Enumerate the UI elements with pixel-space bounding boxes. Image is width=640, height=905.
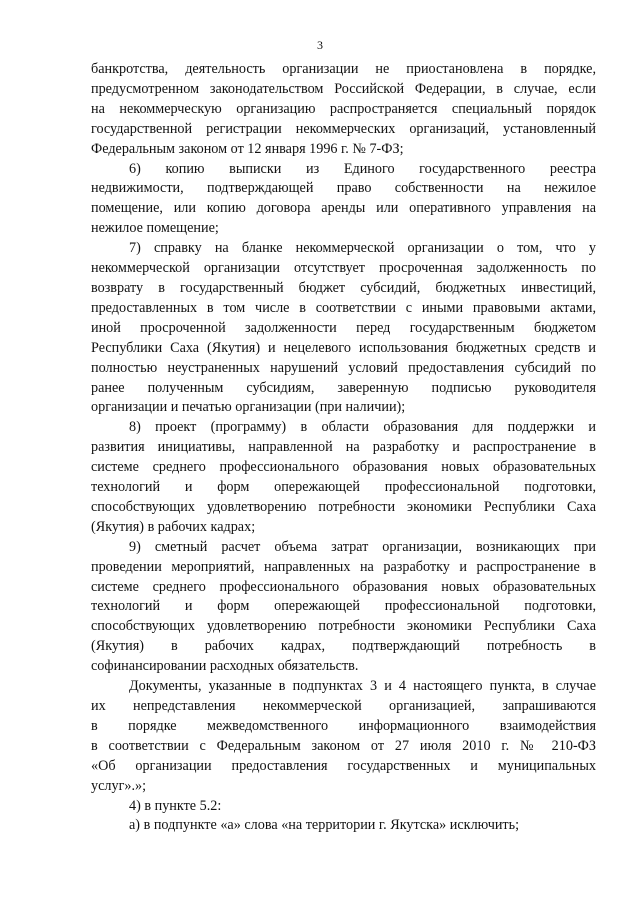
text-line: услуг».»; (91, 777, 147, 794)
page-number: 3 (317, 38, 323, 52)
text-line: иной просроченной задолженности перед государственным бюджетом (91, 319, 596, 336)
text-line: а) в подпункте «а» слова «на территории г. Якутска» исключить; (129, 817, 520, 834)
text-line: 9) сметный расчет объема затрат организации, возникающих при (129, 538, 596, 555)
text-line: полностью неустраненных нарушений условий предоставления субсидий по (91, 359, 596, 376)
text-line: 4) в пункте 5.2: (129, 797, 222, 814)
text-line: банкротства, деятельность организации не приостановлена в порядке, (91, 61, 596, 77)
text-line: развития инициативы, направленной на разработку и распространение в (91, 439, 596, 456)
text-line: системе среднего профессионального образования новых образовательных (91, 578, 596, 595)
text-line: (Якутия) в рабочих кадрах; (91, 518, 256, 535)
text-line: Республики Саха (Якутия) и нецелевого использования бюджетных средств и (91, 339, 596, 356)
text-line: ранее полученным субсидиям, заверенную подписью руководителя (91, 379, 596, 396)
text-line: Документы, указанные в подпунктах 3 и 4 настоящего пункта, в случае (129, 678, 596, 695)
text-line: в соответствии с Федеральным законом от 27 июля 2010 г. № 210-ФЗ (91, 737, 596, 754)
text-line: Федеральным законом от 12 января 1996 г. № 7-ФЗ; (91, 140, 404, 157)
text-line: помещение, или копию договора аренды или оперативного управления на (91, 200, 596, 217)
text-line: способствующих удовлетворению потребности экономики Республики Саха (91, 618, 596, 635)
text-line: их непредставления некоммерческой организацией, запрашиваются (91, 698, 596, 714)
text-line: предусмотренном законодательством Российской Федерации, в случае, если (91, 80, 596, 97)
text-line: технологий и форм опережающей профессиональной подготовки, (91, 479, 596, 496)
text-line: «Об организации предоставления государственных и муниципальных (91, 757, 596, 774)
text-line: недвижимости, подтверждающей право собственности на нежилое (91, 180, 596, 197)
document-body (91, 60, 596, 836)
text-line: предоставленных в том числе в соответствии с иными правовыми актами, (91, 299, 596, 316)
text-line: способствующих удовлетворению потребности экономики Республики Саха (91, 498, 596, 515)
text-line: нежилое помещение; (91, 220, 219, 237)
text-line: 8) проект (программу) в области образования для поддержки и (129, 419, 596, 436)
text-line: некоммерческой организации отсутствует просроченная задолженность по (91, 260, 596, 277)
text-line: (Якутия) в рабочих кадрах, подтверждающий потребность в (91, 638, 596, 655)
text-line: возврату в государственный бюджет субсидий, бюджетных инвестиций, (91, 279, 596, 296)
text-line: технологий и форм опережающей профессиональной подготовки, (91, 598, 596, 615)
text-line: системе среднего профессионального образования новых образовательных (91, 459, 596, 476)
text-line: организации и печатью организации (при наличии); (91, 399, 406, 416)
text-line: 7) справку на бланке некоммерческой организации о том, что у (129, 240, 596, 257)
text-line: 6) копию выписки из Единого государственного реестра (129, 160, 596, 177)
text-line: проведении мероприятий, направленных на разработку и распространение в (91, 558, 596, 575)
text-line: государственной регистрации некоммерческих организаций, установленный (91, 120, 596, 137)
text-line: в порядке межведомственного информационного взаимодействия (91, 717, 596, 734)
text-line: на некоммерческую организацию распространяется специальный порядок (91, 100, 596, 117)
text-line: софинансировании расходных обязательств. (91, 658, 359, 675)
